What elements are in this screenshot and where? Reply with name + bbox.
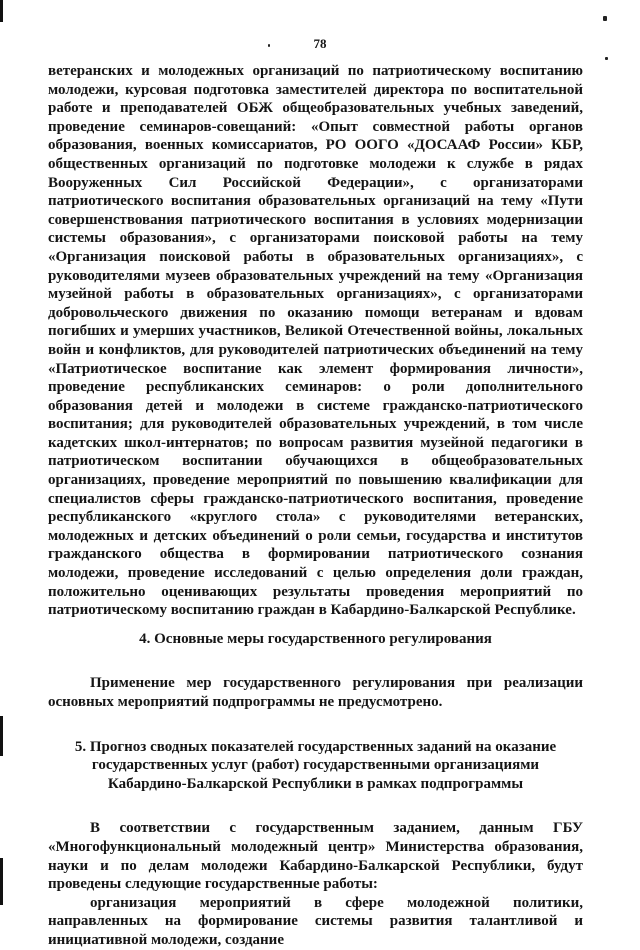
page-number: 78 <box>313 36 327 51</box>
page-body <box>48 62 583 950</box>
section-5-list-item: организация мероприятий в сфере молодежной политики, направленных на формирование системы развития талантливой и инициативной молодежи, создание <box>48 894 583 948</box>
spacer <box>48 648 583 674</box>
section-4-heading: 4. Основные меры государственного регулирования <box>139 630 492 647</box>
scan-mark-middle <box>0 716 3 756</box>
spacer <box>48 712 583 738</box>
spacer <box>48 620 583 630</box>
scan-dot-right <box>603 16 607 21</box>
scan-mark-top <box>0 0 3 22</box>
scan-dot-side <box>605 57 608 60</box>
section-5-heading: 5. Прогноз сводных показателей государственных заданий на оказание государственных услуг (работ) государственными организациями Кабардино-Балкарской Республики в рамках подпрограммы <box>74 738 557 792</box>
section-4-paragraph: Применение мер государственного регулирования при реализации основных мероприятий подпрограммы не предусмотрено. <box>48 675 583 710</box>
section-5-paragraph: В соответствии с государственным заданием, данным ГБУ «Многофункциональный молодежный центр» Министерства образования, науки и по делам молодежи Кабардино-Балкарской Республики, будут проведены следующие государственные работы: <box>48 820 583 893</box>
scan-mark-bottom <box>0 858 3 905</box>
page-left-edge <box>0 0 3 905</box>
spacer <box>48 793 583 819</box>
intro-paragraph: ветеранских и молодежных организаций по патриотическому воспитанию молодежи, курсовая подготовка заместителей директора по воспитательной работе и преподавателей ОБЖ общеобразовательных учебных заведений, проведение семинаров-совещаний: «Опыт совместной работы органов образования, военных комиссариатов, РО ООГО «ДОСААФ России» КБР, общественных организаций по подготовке молодежи к службе в рядах Вооруженных Сил Российской Федерации», с организаторами патриотического воспитания образовательных организаций на тему «Пути совершенствования патриотического воспитания в условиях модернизации системы образования», с организаторами поисковой работы на тему «Организация поисковой работы в образовательных организациях», с руководителями музеев образовательных учреждений на тему «Организация музейной работы в образовательных организациях», с организаторами добровольческого движения по оказанию помощи ветеранам и вдовам погибших и умерших участников, Великой Отечественной войны, локальных войн и конфликтов, для руководителей патриотических объединений на тему «Патриотическое воспитание как элемент формирования личности», проведение республиканских семинаров: о роли дополнительного образования детей и молодежи в системе гражданско-патриотического воспитания; для руководителей образовательных учреждений, в том числе кадетских школ-интернатов; по вопросам развития музейной педагогики в патриотическом воспитании обучающихся в общеобразовательных организациях, проведение мероприятий по повышению квалификации для специалистов сферы гражданско-патриотического воспитания, проведение республиканского «круглого стола» с руководителями ветеранских, молодежных и детских объединений о роли семьи, государства и институтов гражданского общества в формировании патриотического сознания молодежи, проведение исследований с целью определения доли граждан, положительно оценивающих результаты проведения мероприятий по патриотическому воспитанию граждан в Кабардино-Балкарской Республике. <box>48 63 583 619</box>
